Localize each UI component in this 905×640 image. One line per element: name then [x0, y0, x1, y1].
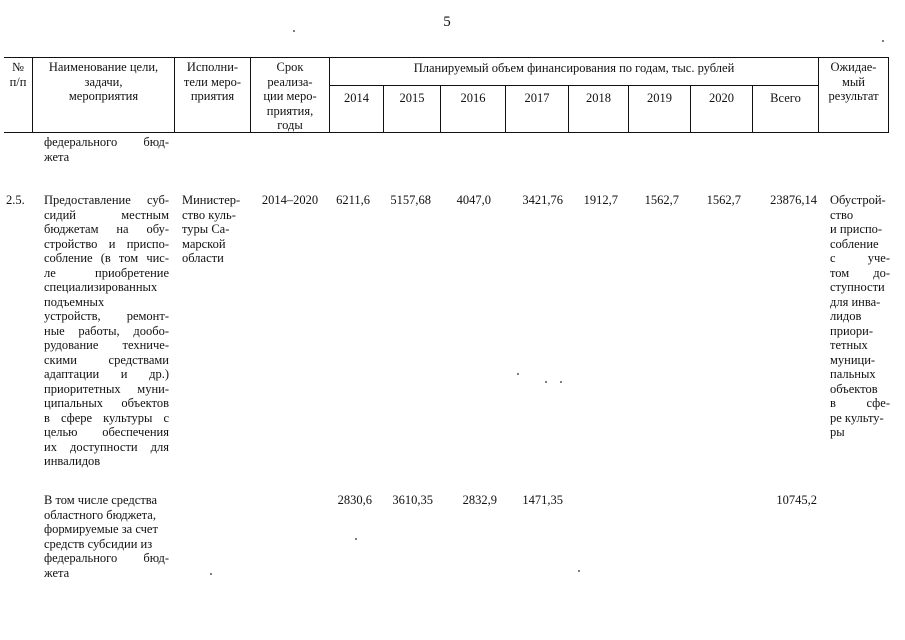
subrow-line: В том числе средства	[44, 493, 158, 507]
name-line: стройство и приспо-	[44, 236, 169, 251]
name-line: скими средствами	[44, 352, 169, 367]
executor-line: области	[182, 251, 224, 265]
name-line: Предоставление суб-	[44, 193, 169, 207]
name-line: целью обеспечения	[44, 425, 169, 439]
subvalue-2016: 2832,9	[462, 493, 497, 507]
name-line: ле приобретение	[44, 265, 169, 280]
result-line: тетных	[830, 338, 868, 352]
result-line: с уче-	[830, 251, 890, 265]
executor-line: ство куль-	[182, 207, 236, 222]
result-line: муници-	[830, 352, 876, 367]
result-line: для инва-	[830, 294, 881, 309]
result-line: объектов	[830, 381, 878, 396]
header-executor: Исполни- тели меро- приятия	[183, 60, 242, 103]
subrow-line: формируемые за счет	[44, 522, 158, 536]
name-line: специализированных	[44, 280, 158, 294]
name-line: устройств, ремонт-	[44, 309, 169, 323]
name-line: их доступности для	[44, 439, 169, 454]
header-plan: Планируемый объем финансирования по годам, тыс. рублей	[413, 61, 735, 75]
value-2020: 1562,7	[706, 193, 741, 207]
executor-line: туры Са-	[182, 222, 230, 236]
name-line: адаптации и др.)	[44, 367, 169, 381]
result-line: собление	[830, 236, 879, 251]
continuation-line: федерального бюд-	[44, 135, 169, 149]
value-2019: 1562,7	[644, 193, 679, 207]
value-2015: 5157,68	[390, 193, 431, 207]
name-line: рудование техниче-	[44, 338, 169, 352]
header-name: Наименование цели, задачи, мероприятия	[48, 60, 159, 103]
result-line: том до-	[830, 265, 890, 280]
subrow-name	[44, 493, 169, 580]
header-year-2014: 2014	[344, 91, 369, 105]
continuation-text	[44, 135, 169, 164]
result-line: ре культу-	[830, 410, 884, 425]
name-line: в сфере культуры с	[44, 410, 169, 425]
subvalue-total: 10745,2	[776, 493, 817, 507]
row-executor	[182, 193, 248, 266]
name-line: ные работы, дообо-	[44, 323, 169, 338]
result-line: лидов	[830, 309, 862, 323]
result-line: Обустрой-	[830, 193, 886, 207]
name-line: ципальных объектов	[44, 396, 169, 410]
value-total: 23876,14	[770, 193, 817, 207]
header-year-2016: 2016	[460, 91, 486, 105]
subrow-line: областного бюджета,	[44, 507, 156, 522]
result-line: ры	[830, 425, 845, 439]
header-result: Ожидае- мый результат	[828, 60, 879, 103]
subvalue-2015: 3610,35	[392, 493, 433, 507]
row-name	[44, 193, 169, 469]
name-line: бюджетам на обу-	[44, 222, 169, 236]
continuation-line: жета	[44, 149, 70, 164]
header-number: № п/п	[9, 60, 27, 89]
header-total: Всего	[770, 91, 801, 105]
executor-line: Министер-	[182, 193, 241, 207]
name-line: приоритетных муни-	[44, 381, 169, 396]
result-line: в сфе-	[830, 396, 890, 410]
name-line: инвалидов	[44, 454, 101, 468]
result-line: пальных	[830, 367, 876, 381]
row-result	[830, 193, 890, 440]
page-number: 5	[443, 14, 451, 30]
name-line: сидий местным	[44, 207, 169, 222]
result-line: и приспо-	[830, 222, 883, 236]
header-year-2018: 2018	[586, 91, 611, 105]
row-term: 2014–2020	[261, 193, 319, 207]
subrow-line: жета	[44, 565, 70, 580]
header-year-2020: 2020	[709, 91, 734, 105]
value-2017: 3421,76	[522, 193, 563, 207]
name-line: подъемных	[44, 294, 105, 309]
header-term: Срок реализа- ции меро- приятия, годы	[263, 60, 317, 132]
name-line: собление (в том чис-	[44, 251, 169, 265]
result-line: ступности	[830, 280, 885, 294]
value-2014: 6211,6	[336, 193, 370, 207]
subrow-line: средств субсидии из	[44, 536, 153, 551]
row-number: 2.5.	[6, 193, 25, 207]
result-line: приори-	[830, 323, 873, 338]
header-year-2015: 2015	[399, 91, 425, 105]
result-line: ство	[830, 207, 854, 222]
executor-line: марской	[182, 236, 226, 251]
value-2016: 4047,0	[456, 193, 491, 207]
value-2018: 1912,7	[583, 193, 618, 207]
subvalue-2017: 1471,35	[522, 493, 563, 507]
subrow-line: федерального бюд-	[44, 551, 169, 565]
header-year-2019: 2019	[647, 91, 672, 105]
subvalue-2014: 2830,6	[337, 493, 372, 507]
header-year-2017: 2017	[524, 91, 550, 105]
